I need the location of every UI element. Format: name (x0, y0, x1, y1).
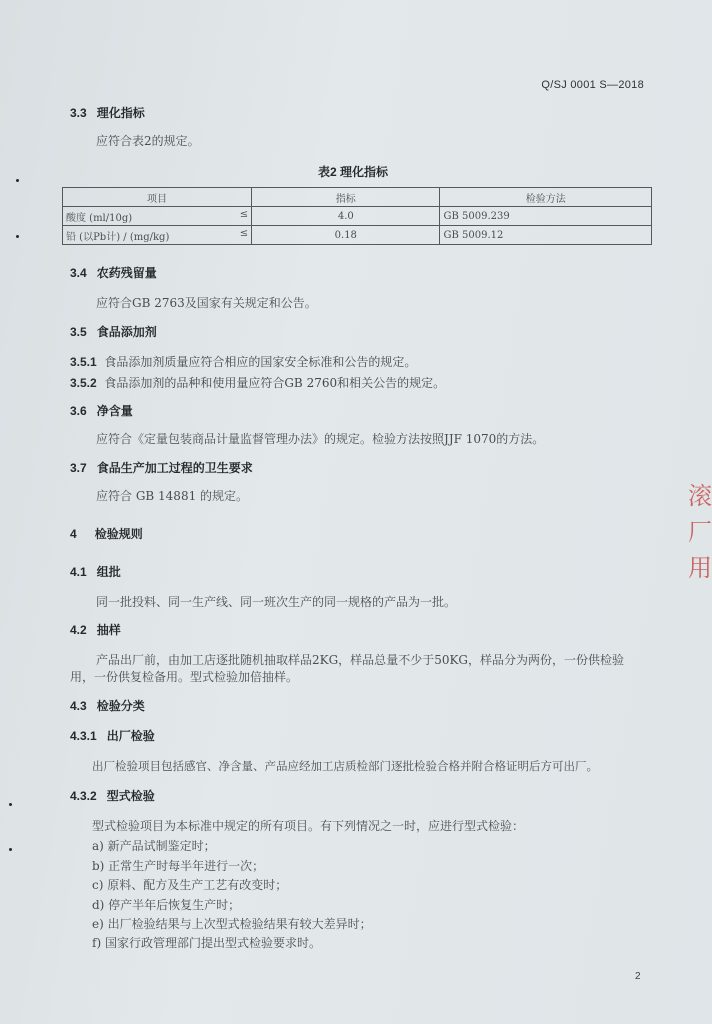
section-3-6-heading (70, 402, 133, 419)
item-label: 铅 (以Pb计) / (mg/kg) (66, 231, 170, 243)
section-3-3-heading (70, 104, 145, 121)
physicochemical-table (62, 187, 652, 245)
clause-number: 3.5.1 (70, 355, 97, 369)
table-header-index: 指标 (252, 188, 440, 207)
section-3-5-2 (70, 374, 445, 391)
section-4-3-heading (70, 697, 145, 714)
list-item: d) 停产半年后恢复生产时； (92, 898, 241, 912)
section-title: 检验分类 (96, 699, 145, 713)
section-number: 4.3 (70, 699, 87, 713)
list-item: c) 原料、配方及生产工艺有改变时； (92, 878, 288, 892)
table-cell-value: 4.0 (252, 207, 440, 226)
comparator: ≤ (239, 227, 249, 239)
section-number: 4 (70, 527, 77, 541)
section-title: 净含量 (96, 404, 133, 418)
list-item: e) 出厂检验结果与上次型式检验结果有较大差异时； (92, 917, 372, 931)
section-number: 4.2 (70, 623, 87, 637)
table-header-item: 项目 (63, 188, 252, 207)
section-title: 食品添加剂 (96, 325, 157, 339)
clause-number: 3.5.2 (70, 376, 97, 390)
binding-mark (16, 235, 19, 238)
section-3-7-heading (70, 459, 253, 476)
stamp-char: 厂 (688, 518, 712, 546)
section-title: 出厂检验 (106, 729, 155, 743)
section-3-6-text: 应符合《定量包装商品计量监督管理办法》的规定。检验方法按照JJF 1070的方法。 (96, 432, 545, 446)
section-title: 型式检验 (106, 789, 155, 803)
section-4-3-1-text: 出厂检验项目包括感官、净含量、产品应经加工店质检部门逐批检验合格并附合格证明后方可出厂。 (92, 759, 598, 773)
list-item: f) 国家行政管理部门提出型式检验要求时。 (92, 936, 321, 950)
table-header-method: 检验方法 (440, 188, 652, 207)
table-cell-method: GB 5009.12 (440, 226, 652, 245)
table-cell-item (63, 226, 252, 245)
section-number: 3.5 (70, 325, 87, 339)
section-3-4-heading (70, 264, 157, 281)
section-number: 3.4 (70, 266, 87, 280)
section-number: 3.3 (70, 106, 87, 120)
section-number: 3.7 (70, 461, 87, 475)
table-row (63, 226, 652, 245)
section-4-heading (70, 525, 143, 542)
table-cell-method: GB 5009.239 (440, 207, 652, 226)
red-seal-stamp (688, 478, 712, 628)
table-header-row (63, 188, 652, 207)
section-4-2-text-line1: 产品出厂前，由加工店逐批随机抽取样品2KG，样品总量不少于50KG，样品分为两份，一份供检验 (96, 653, 625, 667)
section-4-1-heading (70, 563, 121, 580)
section-4-3-1-heading (70, 727, 155, 744)
table-cell-value: 0.18 (252, 226, 440, 245)
section-3-5-1 (70, 353, 416, 370)
list-item: a) 新产品试制鉴定时； (92, 839, 216, 853)
section-3-4-text: 应符合GB 2763及国家有关规定和公告。 (96, 296, 317, 310)
section-title: 抽样 (96, 623, 121, 637)
table-cell-item (63, 207, 252, 226)
section-4-1-text: 同一批投料、同一生产线、同一班次生产的同一规格的产品为一批。 (96, 595, 457, 609)
section-3-5-heading (70, 323, 157, 340)
clause-text: 食品添加剂质量应符合相应的国家安全标准和公告的规定。 (104, 355, 417, 369)
table-row (63, 207, 652, 226)
section-title: 食品生产加工过程的卫生要求 (96, 461, 253, 475)
stamp-char: 用 (688, 554, 712, 582)
section-4-2-heading (70, 621, 121, 638)
section-4-3-2-heading (70, 787, 155, 804)
section-3-3-text: 应符合表2的规定。 (96, 134, 200, 148)
section-3-7-text: 应符合 GB 14881 的规定。 (96, 489, 249, 503)
section-title: 理化指标 (96, 106, 145, 120)
section-4-2-text-line2: 用，一份供复检备用。型式检验加倍抽样。 (70, 670, 299, 684)
comparator: ≤ (239, 208, 249, 220)
section-number: 4.3.1 (70, 729, 97, 743)
document-code: Q/SJ 0001 S—2018 (541, 79, 644, 91)
page-number: 2 (635, 971, 641, 982)
section-4-3-2-text: 型式检验项目为本标准中规定的所有项目。有下列情况之一时，应进行型式检验： (92, 819, 525, 833)
table-caption: 表2 理化指标 (318, 165, 389, 179)
list-item: b) 正常生产时每半年进行一次； (92, 859, 265, 873)
binding-mark (9, 803, 12, 806)
binding-mark (16, 179, 19, 182)
section-title: 组批 (96, 565, 121, 579)
section-number: 4.1 (70, 565, 87, 579)
clause-text: 食品添加剂的品种和使用量应符合GB 2760和相关公告的规定。 (104, 376, 446, 390)
stamp-char: 滚 (688, 482, 712, 510)
section-number: 3.6 (70, 404, 87, 418)
section-title: 检验规则 (94, 527, 143, 541)
section-title: 农药残留量 (96, 266, 157, 280)
binding-mark (9, 848, 12, 851)
item-label: 酸度 (ml/10g) (66, 212, 133, 224)
section-number: 4.3.2 (70, 789, 97, 803)
